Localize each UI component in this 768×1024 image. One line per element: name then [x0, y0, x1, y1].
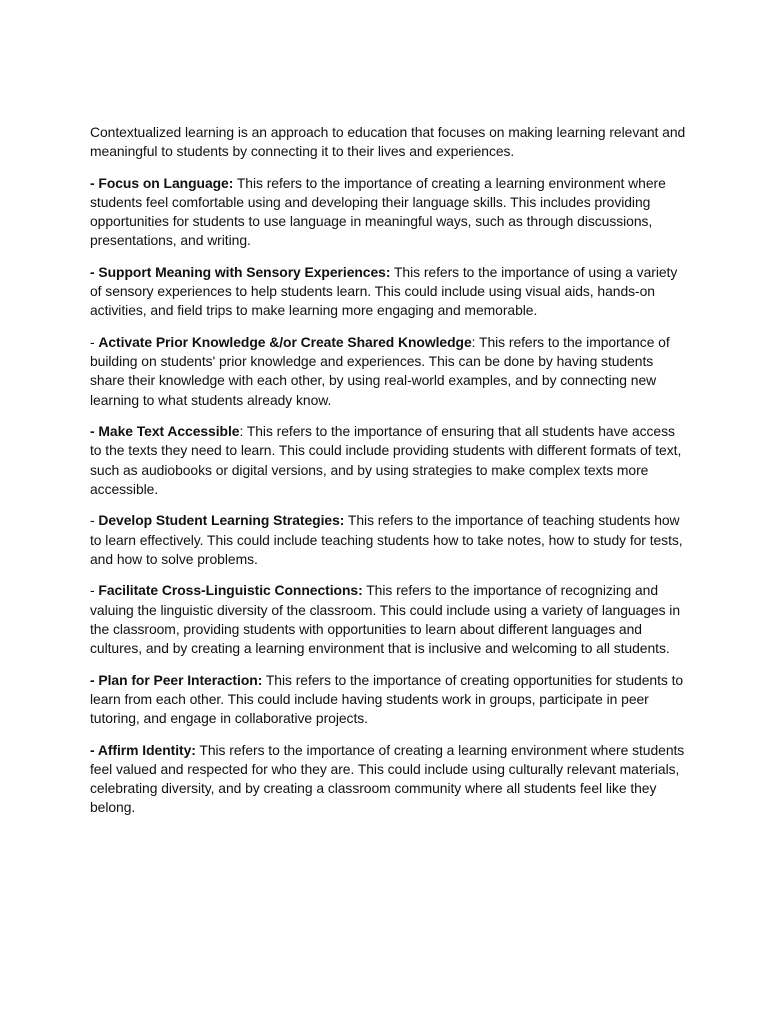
item-prefix: -	[90, 334, 99, 350]
item-text: : This refers to the importance of building on students' prior knowledge and experiences. This can be done by having students share their knowledge with each other, by using real-world examples, and by connecting new learning to what students already know.	[90, 334, 670, 408]
item-heading: - Plan for Peer Interaction:	[90, 671, 263, 688]
list-item	[90, 174, 690, 251]
item-text: This refers to the importance of recognizing and valuing the linguistic diversity of the classroom. This could include using a variety of languages in the classroom, providing students with opportunities to learn about different languages and cultures, and by creating a learning environment that is inclusive and welcoming to all students.	[90, 582, 680, 657]
document-body	[90, 123, 690, 830]
list-item	[90, 333, 690, 410]
item-heading: - Focus on Language:	[90, 174, 234, 191]
item-prefix: -	[90, 512, 99, 529]
item-heading: Activate Prior Knowledge &/or Create Shared Knowledge	[98, 334, 472, 350]
item-text: This refers to the importance of creating a learning environment where students feel comfortable using and developing their language skills. This includes providing opportunities for students to use language in meaningful ways, such as through discussions, presentations, and writing.	[90, 174, 666, 249]
item-heading: Facilitate Cross-Linguistic Connections:	[98, 582, 363, 599]
intro-paragraph: Contextualized learning is an approach to education that focuses on making learning relevant and meaningful to students by connecting it to their lives and experiences.	[90, 124, 686, 160]
item-text: This refers to the importance of creating a learning environment where students feel valued and respected for who they are. This could include using culturally relevant materials, celebrating diversity, and by creating a classroom community where all students feel like they belong.	[90, 741, 685, 816]
list-item	[90, 581, 690, 658]
item-text: : This refers to the importance of ensuring that all students have access to the texts they need to learn. This could include providing students with different formats of text, such as audiobooks or digital versions, and by using strategies to make complex texts more accessible.	[90, 423, 682, 497]
item-text: This refers to the importance of teaching students how to learn effectively. This could include teaching students how to take notes, how to study for tests, and how to solve problems.	[90, 512, 683, 567]
item-text: This refers to the importance of creating opportunities for students to learn from each other. This could include having students work in groups, participate in peer tutoring, and engage in collaborative projects.	[90, 671, 684, 727]
item-heading: - Affirm Identity:	[90, 741, 196, 758]
list-item	[90, 741, 690, 818]
item-prefix: -	[90, 582, 99, 599]
item-heading: - Make Text Accessible	[90, 423, 240, 440]
list-item	[90, 671, 690, 729]
item-heading: - Support Meaning with Sensory Experiences:	[90, 264, 391, 280]
list-item	[90, 422, 690, 499]
item-text: This refers to the importance of using a variety of sensory experiences to help students learn. This could include using visual aids, hands-on activities, and field trips to make learning more engaging and memorable.	[90, 264, 678, 319]
item-heading: Develop Student Learning Strategies:	[98, 512, 345, 529]
list-item	[90, 511, 690, 569]
list-item	[90, 263, 690, 321]
